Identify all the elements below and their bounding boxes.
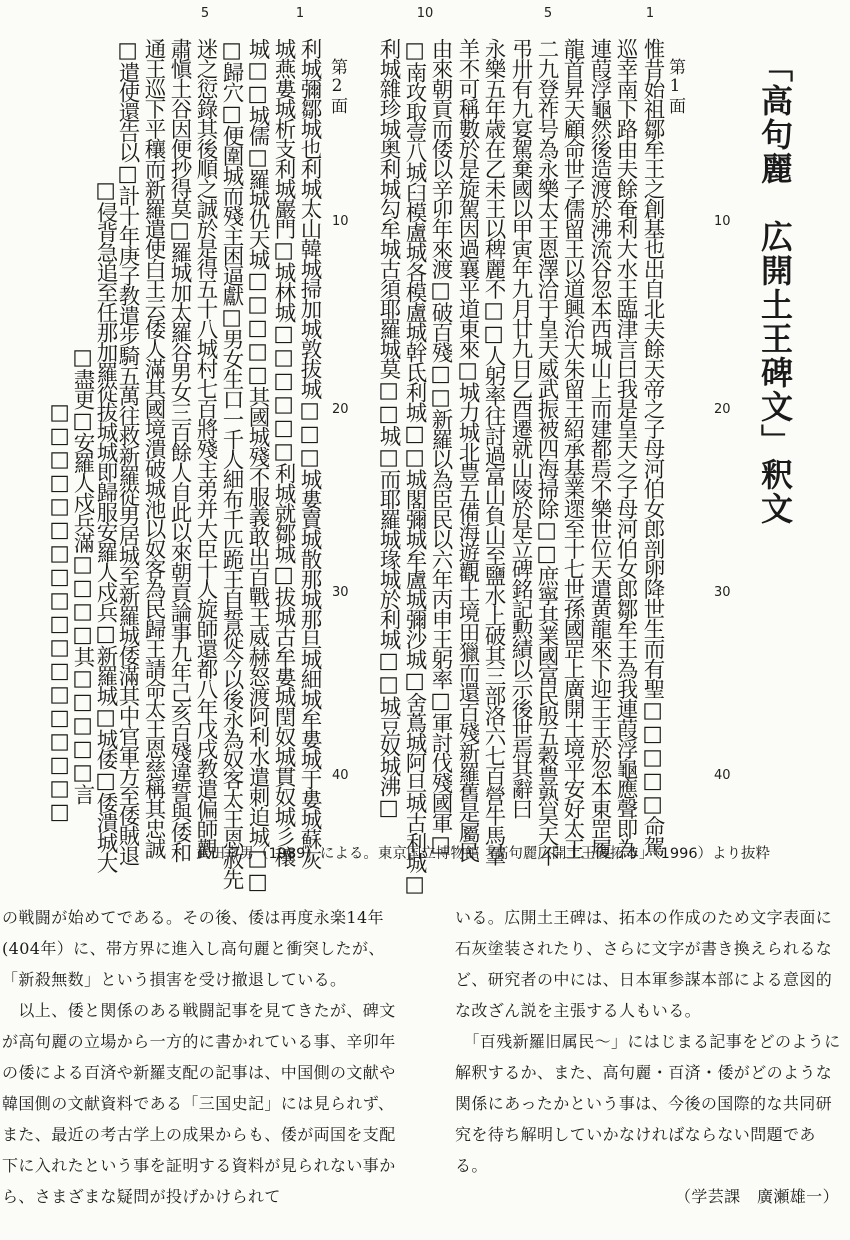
column-number: 5 xyxy=(200,6,210,21)
inscription-column: 惟昔始祖鄒牟王之創基也出自北夫餘天帝之子母河伯女郎剖卵降世生而有聖□□□□□命駕 xyxy=(640,38,665,856)
paragraph: 以上、倭と関係のある戦闘記事を見てきたが、碑文が高句麗の立場から一方的に書かれている事、辛卯年の倭による百済や新羅支配の記事は、中国側の文献や韓国側の文献資料である「三国史記」には見られず、また、最近の考古学上の成果からも、倭が両国を支配下に入れたという事を証明する資料が見られない事から、さまざまな疑問が投げかけられて xyxy=(2,1001,396,1206)
row-number: 40 xyxy=(332,768,349,783)
face-2-label: 第2面 xyxy=(327,58,347,115)
row-number: 40 xyxy=(714,768,731,783)
inscription-column: 連葭浮龜然後造渡於沸流谷忽本西城山上而建都焉不樂世位天遣黄龍來下迎王王於忽本東罡履 xyxy=(587,38,612,858)
inscription-column: 城□□城儒□羅城仇天城□□□□□其國城殘不服義敢出百戰王威赫怒渡阿利水遣刺迫城□□ xyxy=(245,38,270,893)
column-number: 1 xyxy=(295,6,305,21)
page-title: 「高句麗 広開土王碑文」釈文 xyxy=(756,50,794,526)
inscription-column: □盡更□安羅人戍兵滿□□□□其□□□□□言 xyxy=(70,345,95,804)
inscription-column: □歸穴□便圍城而殘主困逼獻□男女生口一千人細布千匹跪王自誓從今以後永為奴客太王恩赦先 xyxy=(219,38,244,889)
face-1-label: 第1面 xyxy=(665,58,685,115)
column-number: 10 xyxy=(416,6,434,21)
inscription-column: 二九登祚号為永樂太王恩澤洽于皇天威武振被四海掃除□□庶寧其業國富民殷五穀豊熟昊天不 xyxy=(534,38,559,865)
inscription-column: 利城雜珍城奥利城勾牟城古須耶羅城莫□□城□而耶羅城瑑城於利城□□城豆奴城沸□ xyxy=(376,38,401,819)
paragraph: 「百残新羅旧属民～」にはじまる記事をどのように解釈するか、また、高句麗・百済・倭がどのような関係にあったかという事は、今後の国際的な共同研究を待ち解明していかなければならない問題である。 xyxy=(455,1032,841,1175)
inscription-column: 羊不可稱數於是旋駕因過襄平道東來□城力城北豊五備海遊觀土境田獵而還百殘新羅舊是屬民 xyxy=(455,38,480,862)
inscription-column: 通王巡下平穰而新羅遣使白王云倭人滿其國境潰破城池以奴客為民歸王請命太王恩慈稱其忠誠 xyxy=(141,38,166,858)
row-number: 30 xyxy=(332,585,349,600)
inscription-column: 永樂五年歳在乙未王以稗麗不□□人躬率往討過富山負山至鹽水上破其三部洛六七百營牛馬羣 xyxy=(481,38,506,865)
inscription-column: □遣使還告以□計十年庚子教遣步騎五萬往救新羅從男居城至新羅城倭滿其中官軍方至倭賊退 xyxy=(115,38,140,865)
inscription-column: 巡幸南下路由夫餘奄利大水王臨津言曰我是皇天之子母河伯女郎鄒牟王為我連葭浮龜應聲即為 xyxy=(613,38,638,858)
author-signature: （学芸課 廣瀬雄一） xyxy=(674,1187,839,1206)
row-number: 10 xyxy=(714,214,731,229)
inscription-column: 城燕婁城析支利城巖門□城林城□□□□□□利城就鄒城□拔城古牟婁城閏奴城貫奴城彡穰 xyxy=(271,38,296,866)
inscription-column: 肅愼土谷因便抄得莫□羅城加太羅谷男女三百餘人自此以來朝貢論事九年己亥百殘違誓與倭和 xyxy=(167,38,192,862)
paragraph: いる。広開土王碑は、拓本の作成のため文字表面に石灰塗装されたり、さらに文字が書き換えられるなど、研究者の中には、日本軍参謀本部による意図的な改ざん説を主張する人もいる。 xyxy=(455,908,833,1020)
inscription-column: 迷之愆錄其後順之誠於是得五十八城村七百將殘主弟并大臣十人旋師還都八年戊戌教遣偏師觀 xyxy=(193,38,218,858)
inscription-column: 龍首昇天顧命世子儒留王以道興治大朱留王紹承基業遝至十七世孫國罡上廣開土境平安好太王 xyxy=(560,38,585,858)
inscription-column: □侵背急追至任那加羅從拔城城即歸服安羅人戍兵□新羅城□城倭□倭潰城大 xyxy=(93,178,118,872)
row-number: 20 xyxy=(332,402,349,417)
inscription-column: 由來朝貢而倭以辛卯年來渡□破百殘□□新羅以為臣民以六年丙申王躬率□軍討伐殘國軍□ xyxy=(428,38,453,856)
paragraph: の戦闘が始めてである。その後、倭は再度永楽14年(404年）に、帯方界に進入し高句麗と衝突したが、「新殺無数」という損害を受け撤退している。 xyxy=(2,908,385,989)
article-body-right xyxy=(455,902,847,1212)
inscription-column: 利城彌鄒城也利城太山韓城掃加城敦拔城□□□城婁賣城散那城那旦城細城牟婁城于婁城蘇灰 xyxy=(297,38,322,869)
column-number: 1 xyxy=(645,6,655,21)
inscription-column: □□□□□□□□□□□□□□□□□□ xyxy=(47,400,72,823)
row-number: 30 xyxy=(714,585,731,600)
figure-caption: 武田幸男（1989）による。東京国立博物館「高句麗広開土王碑拓本」（1996）より抜粋 xyxy=(196,846,771,862)
row-number: 10 xyxy=(332,214,349,229)
column-number: 5 xyxy=(543,6,553,21)
inscription-column: □南攻取壹八城臼模盧城各模盧城幹氐利城□□城閣彌城牟盧城彌沙城□舍蔦城阿旦城古利城□ xyxy=(402,38,427,896)
article-body-left xyxy=(2,902,400,1212)
inscription-column: 弔卅有九宴駕棄國以甲寅年九月廿九日乙酉遷就山陵於是立碑銘記勲績以示後世焉其辭曰 xyxy=(508,38,533,818)
row-number: 20 xyxy=(714,402,731,417)
